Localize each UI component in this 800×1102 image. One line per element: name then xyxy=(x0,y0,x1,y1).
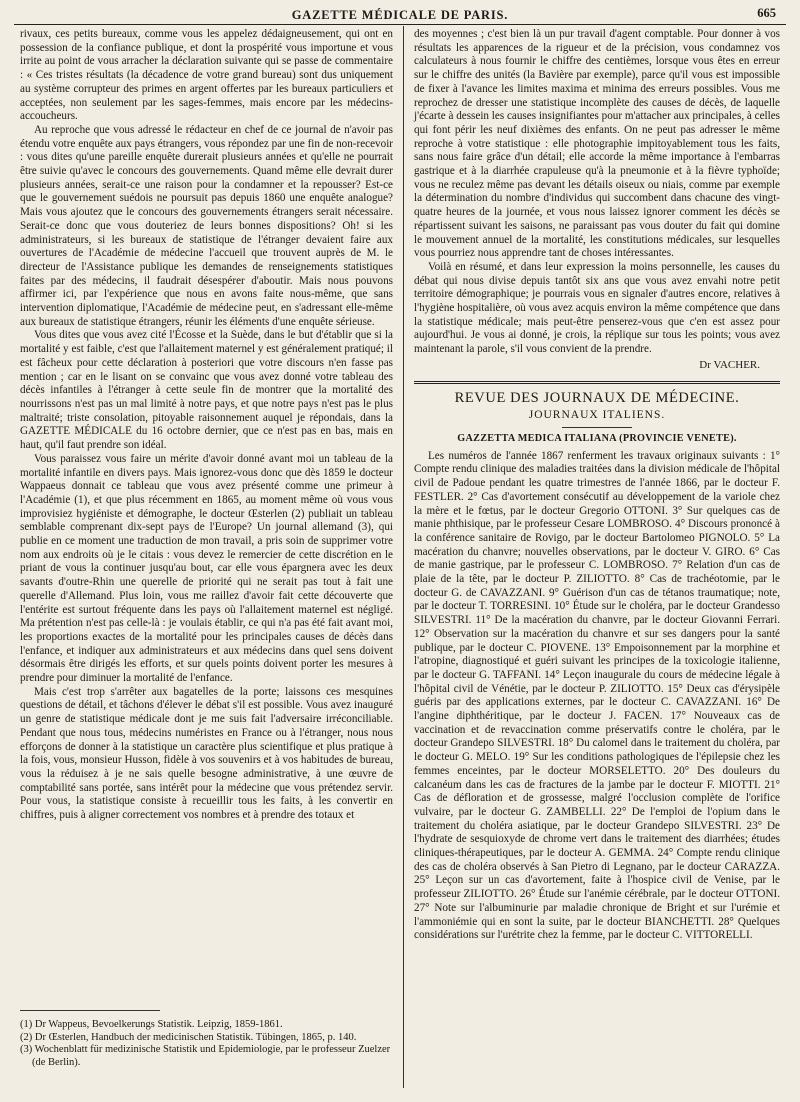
footnote-1: (1) Dr Wappeus, Bevoelkerungs Statistik. Leipzig, 1859-1861. xyxy=(20,1019,283,1030)
subsection-title: JOURNAUX ITALIENS. xyxy=(528,409,666,422)
footnote-3: (3) Wochenblatt für medizinische Statistik und Epidemiologie, par le professeur Zuelzer (de Berlin). xyxy=(20,1044,391,1068)
running-header xyxy=(18,6,782,24)
header-rule xyxy=(14,24,786,25)
footnotes xyxy=(20,1010,393,1069)
journal-header-title: GAZETTE MÉDICALE DE PARIS. xyxy=(291,7,509,22)
journal-title: GAZZETTA MEDICA ITALIANA (PROVINCIE VENETE). xyxy=(457,432,737,444)
column-divider xyxy=(403,26,404,1088)
right-paragraph-2: Voilà en résumé, et dans leur expression la moins personnelle, les causes du débat qui nous divise depuis tantôt six ans que vous avez envahi notre petit territoire démographique; je pourrais vous en signaler d'autres encore, relatives à l'hygiène hospitalière, où vous avez acquis environ la même compétence que dans la statistique médicale; mais peut-être penserez-vous que c'en est assez pour aujourd'hui. Je vous ai donné, je crois, la réplique sur tous les points; vous avez maintenant la parole, s'il vous convient de la prendre. xyxy=(414,260,780,356)
right-paragraph-1: des moyennes ; c'est bien là un pur travail d'agent comptable. Pour donner à vos résultats les apparences de la rigueur et de la précision, vous condamnez vos calculateurs à nous fournir le chiffre des centièmes, lorsque vous êtes en erreur sur le chiffre des unités (la Bavière par exemple), parce qu'il vous est impossible de fixer à l'avance les limites maxima et minima des erreurs possibles. Vous me reprochez de dresser une statistique incomplète des causes de décès, de laquelle j'écarte à dessein les causes insignifiantes pour m'attacher aux principales, à celles qui font périr les neuf dixièmes des enfants. On ne peut pas adresser le même reproche à votre statistique : elle photographie impitoyablement tous les faits, sans nous faire grâce d'un détail; elle accorde la même importance à l'embarras gastrique et à la diarrhée crapuleuse qu'à la pneumonie et à la fièvre typhoïde; vous ne reculez même pas devant les détails oiseux ou niais, comme par exemple la détermination du nombre d'individus qui succombent dans chacune des vingt-quatre heures de la journée, et vous nous laissez ignorer comment les décès se répartissent suivant les saisons, ne paraissant pas vous douter du fait qui domine le mouvement annuel de la mortalité, les constitutions médicales, sur lesquelles vous pourriez nous apprendre tant de choses intéressantes. xyxy=(414,28,780,260)
left-column xyxy=(20,28,393,823)
author-signature: Dr VACHER. xyxy=(699,358,760,371)
section-rule xyxy=(414,381,780,384)
section-title: REVUE DES JOURNAUX DE MÉDECINE. xyxy=(454,389,740,406)
page-number: 665 xyxy=(757,6,776,20)
footnote-2: (2) Dr Œsterlen, Handbuch der medicinischen Statistik. Tübingen, 1865, p. 140. xyxy=(20,1031,357,1043)
left-paragraph-1: rivaux, ces petits bureaux, comme vous les appelez dédaigneusement, qui ont en possession de la confiance publique, et dont la prospérité vous importune et vous irrite au point de vous arracher la déclaration suivante qui se passe de commentaire : « Ces tristes résultats (la décadence de votre grand bureau) sont dus uniquement au système corrupteur des primes en argent offertes par les bureaux particuliers et acceptées, non seulement par les sages-femmes, mais encore par les médecins-accoucheurs. xyxy=(20,28,393,123)
subsection-rule xyxy=(562,427,632,428)
left-paragraph-4: Vous paraissez vous faire un mérite d'avoir donné avant moi un tableau de la mortalité infantile en divers pays. Mais ignorez-vous donc que dès 1859 le docteur Wappaeus donnait ce tableau que vous avez présenté comme une primeur à l'Académie (1), et que plus récemment en 1865, au moment même où vous vous improvisiez hygiéniste et démographe, le docteur Œsterlen (2) publiait un tableau semblable comprenant dix-sept pays de l'Europe? Un journal allemand (3), qui publie en ce moment une traduction de mon travail, a pris soin de supprimer votre nom aux endroits où je le citais : vous devez le remercier de cette discrétion en le priant de vous la continuer jusqu'au bout, car elle vous épargnera avec les deux savants d'outre-Rhin une querelle de priorité qui ne serait pas tout à fait une querelle d'Allemand. Plus loin, vous me raillez d'avoir fait cette découverte que l'entérite est surtout fréquente dans les pays où l'allaitement maternel est négligé. Ma prétention n'est pas celle-là : je voulais établir, ce qui n'a pas été fait avant moi, les proportions exactes de la mortalité pour les principales causes de décès dans l'enfance, et indiquer aux administrateurs et aux médecins dans quel sens doivent désormais être dirigés les efforts, et sur quels points doivent porter les mesures à prendre pour diminuer la mortalité de l'enfance. xyxy=(20,452,393,685)
footnote-rule xyxy=(20,1010,160,1011)
right-column xyxy=(414,28,780,943)
left-paragraph-2: Au reproche que vous adressé le rédacteur en chef de ce journal de n'avoir pas étendu votre enquête aux pays étrangers, vous répondez par une fin de non-recevoir : vous dites qu'une pareille enquête durerait plusieurs années et qu'elle ne pourrait être suivie qu'avec le concours des gouvernements. Quand même elle devrait durer plusieurs années, serait-ce une raison pour la condamner et la repousser? Est-ce que le gouvernement suédois ne poursuit pas depuis 1860 une enquête analogue? Mais vous ajoutez que le concours des gouvernements étrangers serait nécessaire. Serait-ce donc que vous douteriez de leurs bonnes dispositions? Oh! si les administrateurs, si les bureaux de statistique de l'étranger devaient faire aux ouvertures de l'Académie de médecine l'accueil que trouvent auprès de M. le directeur de l'Assistance publique les demandes de renseignements statistiques faites par des médecins, il faudrait désespérer d'aboutir. Mais nous pouvons affirmer ici, par l'expérience que nous en avons faite nous-même, que sans intervention diplomatique, l'Académie de médecine peut, en s'adressant elle-même aux bureaux de statistique étrangers, réunir les éléments d'une enquête sérieuse. xyxy=(20,123,393,328)
review-paragraph: Les numéros de l'année 1867 renferment les travaux originaux suivants : 1° Compte rendu clinique des maladies traitées dans la division médicale de l'hôpital civil de Padoue pendant les quatre trimestres de l'année 1866, par le docteur F. FESTLER. 2° Cas d'avortement consécutif au développement de la variole chez la mère et le fœtus, par le docteur Gregorio OTTONI. 3° Sur quelques cas de manie phthisique, par le professeur Cesare LOMBROSO. 4° Discours prononcé à la conférence sanitaire de Rovigo, par le docteur Bartolomeo PIGNOLO. 5° La macération du chanvre; nouvelles observations, par le docteur V. GIRO. 6° Cas de manie gastrique, par le professeur C. LOMBROSO. 7° Relation d'un cas de plaie de la tête, par le docteur P. ZILIOTTO. 8° Cas de trachéotomie, par le docteur G. de CAVAZZANI. 9° Guérison d'un cas de tétanos traumatique; note, par le docteur T. TORRESINI. 10° Étude sur le choléra, par le docteur Grandesso SILVESTRI. 11° De la macération du chanvre, par le docteur Giovanni Ferrari. 12° Observation sur la macération du chanvre et sur ses dangers pour la santé publique, par le docteur C. PIOVENE. 13° Empoisonnement par la morphine et l'atropine, diagnostiqué et guéri suivant les principes de la toxicologie italienne, par le docteur G. TAFFANI. 14° Leçon inaugurale du cours de médecine légale à l'hôpital civil de Vénétie, par le docteur P. ZILIOTTO. 15° Deux cas d'érysipèle guéris par des applications externes, par le docteur C. CAVAZZANI. 16° De l'angine diphthéritique, par le docteur J. FACEN. 17° Nouveaux cas de vaccination et de revaccination comme préservatifs contre le choléra, par le docteur Grandepo SILVESTRI. 18° Du calomel dans le traitement du choléra, par le docteur G. MELO. 19° Sur les conditions pathologiques de l'épilepsie chez les femmes enceintes, par le docteur MORSELETTO. 20° Des douleurs du calcanéum dans les cas de fractures de la jambe par le docteur F. MIOTTI. 21° Cas de défloration et de grossesse, malgré l'occlusion complète de l'orifice vulvaire, par le docteur G. ZAMBELLI. 22° De l'emploi de l'opium dans le traitement du choléra asiatique, par le docteur Grandepo SILVESTRI. 23° De l'hydrate de sesquioxyde de chrome vert dans le traitement des diarrhées; études cliniques-thérapeutiques, par le docteur A. GEMMA. 24° Compte rendu clinique des cas de choléra observés à San Pietro di Legnano, par le docteur CARAZZA. 25° Leçon sur un cas d'avortement, faite à l'hospice civil de Venise, par le professeur ZILIOTTO. 26° Étude sur l'anémie cérébrale, par le docteur OTTONI. 27° Note sur l'albuminurie par maladie chronique de Bright et sur l'urémie et l'ammoniémie qui en sont la suite, par le docteur BIANCHETTI. 28° Quelques considérations sur l'urétrite chez la femme, par le docteur C. VITTORELLI. xyxy=(414,449,780,942)
left-paragraph-5: Mais c'est trop s'arrêter aux bagatelles de la porte; laissons ces mesquines questions de détail, et tâchons d'élever le débat s'il est possible. Vous avez inauguré un genre de statistique médicale dont je me suis fait l'adversaire irréconciliable. Pendant que nous tous, médecins numéristes en France ou à l'étranger, nous nous efforçons de donner à la statistique un caractère plus scientifique et plus pratique à la fois, vous, monsieur Husson, fidèle à vos souvenirs et à vos habitudes de bureau, vous la réduisez à je ne sais quelle besogne administrative, à une œuvre de comptabilité sans portée, sans intérêt pour la médecine que vous prétendez servir. Pour vous, la statistique consiste à recueillir tous les faits, à les convertir en chiffres, puis à aligner correctement vos nombres et à prendre des totaux et xyxy=(20,685,393,822)
left-paragraph-3: Vous dites que vous avez cité l'Écosse et la Suède, dans le but d'établir que si la mortalité y est faible, c'est que l'allaitement maternel y est généralement pratiqué; il est fâcheux pour cette déclaration à posteriori que votre discours n'en fasse pas mention ; car en le lisant on se convainc que vous avez donné votre tableau des décès infantiles à l'étranger à cette seule fin de montrer que la mortalité des nourrissons n'est pas un mal limité à notre pays, et que notre pays n'est pas le plus maltraité; triste consolation, pitoyable raisonnement auquel je répondais, dans la GAZETTE MÉDICALE du 16 octobre dernier, que ce n'est pas en bas, mais en haut, qu'il faut prendre son idéal. xyxy=(20,329,393,452)
